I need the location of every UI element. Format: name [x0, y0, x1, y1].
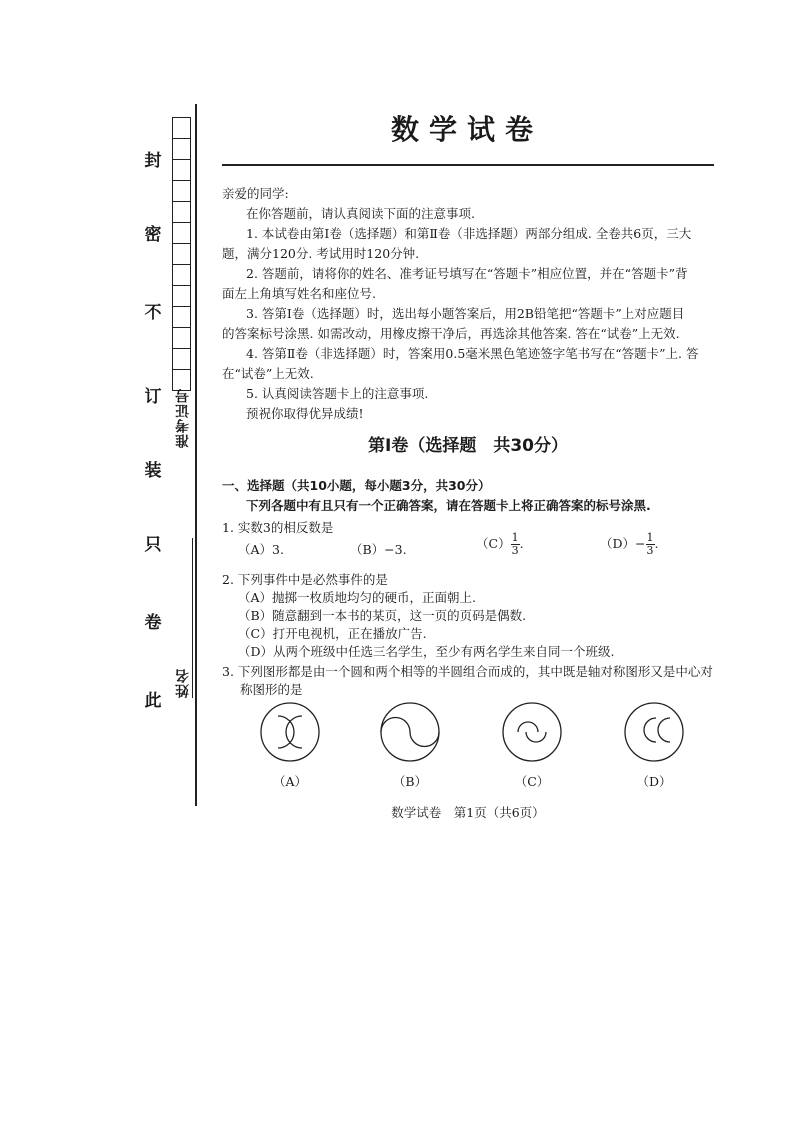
- fraction-numerator: 1: [646, 531, 654, 544]
- q1-option-c: [476, 532, 524, 557]
- fraction-numerator: 1: [511, 531, 519, 544]
- q2-option-d: （D）从两个班级中任选三名学生，至少有两名学生来自同一个班级.: [238, 644, 615, 659]
- exam-id-cell[interactable]: [172, 117, 191, 139]
- seal-char: 订: [144, 387, 162, 407]
- exam-id-cell[interactable]: [172, 180, 191, 202]
- notice-line: 的答案标号涂黑. 如需改动，用橡皮擦干净后，再选涂其他答案. 答在“试卷”上无效.: [222, 326, 680, 341]
- exam-id-cell[interactable]: [172, 138, 191, 160]
- period: .: [519, 536, 524, 551]
- figure-label-c: （C）: [514, 774, 550, 789]
- notice-line: 4. 答第Ⅱ卷（非选择题）时，答案用0.5毫米黑色笔迹签字笔书写在“答题卡”上. 答: [246, 346, 699, 361]
- notice-line: 面左上角填写姓名和座位号.: [222, 286, 376, 301]
- q1-option-d-label: （D）−: [600, 536, 646, 551]
- fraction-denominator: 3: [646, 544, 654, 557]
- notice-line: 3. 答第Ⅰ卷（选择题）时，选出每小题答案后，用2B铅笔把“答题卡”上对应题目: [246, 306, 685, 321]
- fraction-denominator: 3: [511, 544, 519, 557]
- figure-b-circle-two-semicircles: [378, 700, 442, 764]
- q1-option-c-label: （C）: [476, 536, 511, 551]
- q1-option-d: [600, 532, 658, 557]
- part-heading: 一、选择题（共10小题，每小题3分，共30分）: [222, 478, 491, 493]
- name-label: 姓名: [175, 668, 191, 698]
- figure-d-circle-two-semicircles: [622, 700, 686, 764]
- exam-id-cell[interactable]: [172, 348, 191, 370]
- question-3-stem: 3. 下列图形都是由一个圆和两个相等的半圆组合而成的，其中既是轴对称图形又是中心对: [222, 664, 713, 679]
- exam-id-grid[interactable]: [172, 118, 191, 391]
- notice-line: 1. 本试卷由第Ⅰ卷（选择题）和第Ⅱ卷（非选择题）两部分组成. 全卷共6页，三大: [246, 226, 692, 241]
- notice-greeting: 亲爱的同学:: [222, 186, 289, 201]
- seal-char: 此: [144, 691, 162, 711]
- notice-intro: 在你答题前，请认真阅读下面的注意事项.: [246, 206, 475, 221]
- fraction: [511, 532, 520, 557]
- section-title: 第Ⅰ卷（选择题 共30分）: [368, 436, 568, 456]
- q2-option-b: （B）随意翻到一本书的某页，这一页的页码是偶数.: [238, 608, 527, 623]
- figure-a-circle-two-semicircles: [258, 700, 322, 764]
- seal-char: 封: [144, 151, 162, 171]
- q1-option-a: （A）3.: [238, 542, 284, 557]
- figure-label-a: （A）: [272, 774, 308, 789]
- exam-id-cell[interactable]: [172, 285, 191, 307]
- binding-line: [195, 104, 197, 806]
- exam-id-cell[interactable]: [172, 327, 191, 349]
- notice-line: 2. 答题前，请将你的姓名、准考证号填写在“答题卡”相应位置，并在“答题卡”背: [246, 266, 688, 281]
- notice-line: 在“试卷”上无效.: [222, 366, 314, 381]
- seal-char: 不: [144, 303, 162, 323]
- part-instruction: 下列各题中有且只有一个正确答案，请在答题卡上将正确答案的标号涂黑.: [246, 498, 651, 513]
- figure-c-circle-two-semicircles: [500, 700, 564, 764]
- notice-wish: 预祝你取得优异成绩!: [246, 406, 364, 421]
- notice-line: 题，满分120分. 考试用时120分钟.: [222, 246, 420, 261]
- fraction: [646, 532, 655, 557]
- exam-id-cell[interactable]: [172, 264, 191, 286]
- notice-line: 5. 认真阅读答题卡上的注意事项.: [246, 386, 429, 401]
- seal-char: 只: [144, 535, 162, 555]
- exam-id-cell[interactable]: [172, 201, 191, 223]
- title-divider: [222, 164, 714, 166]
- exam-id-cell[interactable]: [172, 306, 191, 328]
- figure-label-b: （B）: [392, 774, 428, 789]
- q2-option-a: （A）抛掷一枚质地均匀的硬币，正面朝上.: [238, 590, 477, 605]
- question-1-stem: 1. 实数3的相反数是: [222, 520, 334, 535]
- seal-char: 装: [144, 461, 162, 481]
- exam-id-label: 准考证号: [175, 388, 191, 448]
- exam-id-cell[interactable]: [172, 243, 191, 265]
- q1-option-b: （B）−3.: [350, 542, 407, 557]
- page-title: 数学试卷: [390, 113, 543, 146]
- period: .: [654, 536, 659, 551]
- exam-id-cell[interactable]: [172, 159, 191, 181]
- q2-option-c: （C）打开电视机，正在播放广告.: [238, 626, 427, 641]
- seal-char: 卷: [144, 613, 162, 633]
- page-footer: 数学试卷 第1页（共6页）: [391, 805, 545, 820]
- exam-id-cell[interactable]: [172, 222, 191, 244]
- name-field-line[interactable]: [192, 538, 193, 698]
- question-2-stem: 2. 下列事件中是必然事件的是: [222, 572, 388, 587]
- question-3-stem-cont: 称图形的是: [240, 682, 303, 697]
- seal-char: 密: [144, 225, 162, 245]
- figure-label-d: （D）: [636, 774, 672, 789]
